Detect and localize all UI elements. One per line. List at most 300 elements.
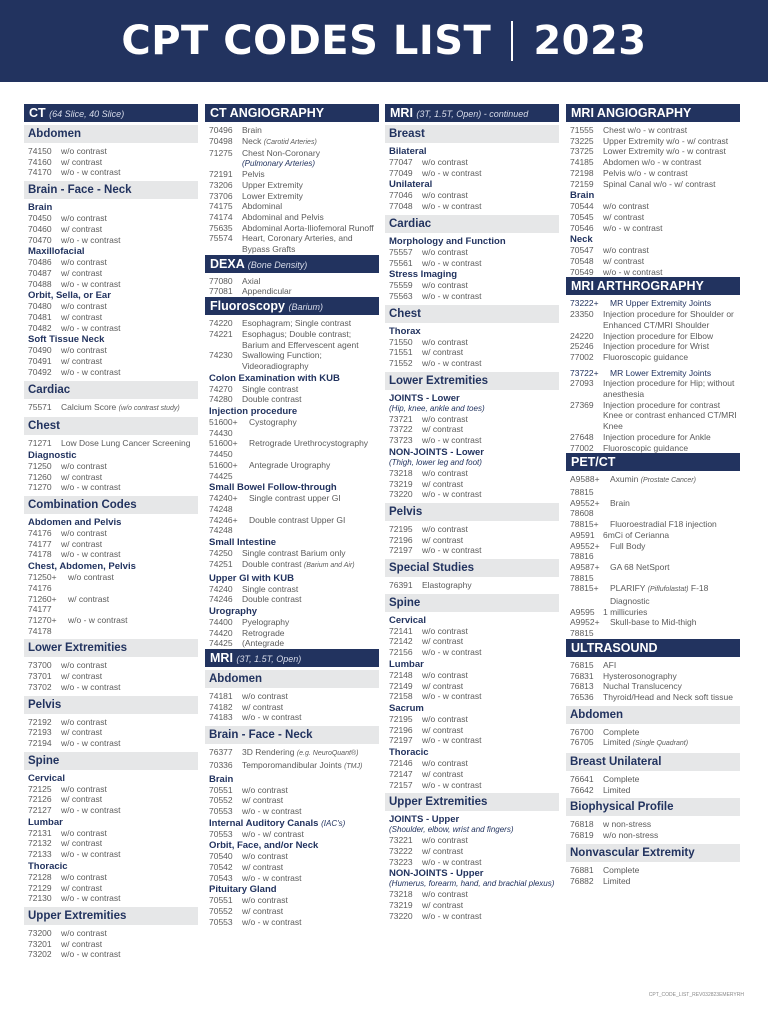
code-description-text: w/o - w contrast — [242, 805, 302, 816]
code-description-text: w/ contrast — [61, 938, 103, 949]
code-row — [205, 895, 379, 906]
cpt-code: 74220 — [209, 318, 233, 329]
cpt-code: 71260 — [28, 471, 52, 482]
code-row — [24, 939, 198, 950]
code-description-text: w/o contrast — [242, 895, 288, 906]
code-description — [242, 329, 379, 350]
code-description-text: w/o contrast — [61, 716, 107, 727]
code-row — [205, 504, 379, 515]
cpt-code: 77002 — [570, 351, 594, 362]
group-label-text: Maxillofacial — [28, 246, 85, 258]
code-description — [603, 212, 740, 223]
code-description-text: w/o - w contrast — [422, 201, 482, 212]
code-description-text: w/ contrast — [242, 701, 284, 712]
italic-note: (Hip, knee, ankle and toes) — [389, 403, 485, 413]
code-description — [422, 714, 559, 725]
code-row — [24, 224, 198, 235]
code-description — [603, 267, 740, 278]
code-description — [242, 795, 379, 806]
cpt-code: 78608 — [570, 508, 594, 519]
code-description — [603, 628, 740, 639]
code-description-text: Injection procedure for Shoulder or Enhanced CT/MRI Shoulder — [603, 309, 734, 330]
group-label — [205, 884, 379, 895]
cpt-code: 72133 — [28, 849, 52, 860]
cpt-code: 70549 — [570, 266, 594, 277]
code-description-text: Upper Extremity w/o - w/ contrast — [603, 135, 729, 146]
code-row — [385, 670, 559, 681]
code-description-text: Esophagus; Double contrast; Barium and Effervescent agent — [242, 328, 359, 350]
code-row — [566, 819, 740, 830]
code-description — [603, 681, 740, 692]
cpt-code: 70544 — [570, 201, 594, 212]
code-description-text: Esophagram; Single contrast — [242, 318, 352, 329]
code-row — [566, 168, 740, 179]
code-description-text: w/o contrast — [68, 572, 114, 583]
code-description-text: w/o - w contrast — [422, 257, 482, 268]
code-description — [422, 691, 559, 702]
cpt-code: 74400 — [209, 616, 233, 627]
cpt-code: 75561 — [389, 257, 413, 268]
code-description — [603, 256, 740, 267]
cpt-code: 73202 — [28, 949, 52, 960]
code-description — [242, 628, 379, 639]
section-header — [205, 255, 379, 273]
code-description — [61, 928, 198, 939]
code-description-text: Limited — [603, 737, 631, 748]
cpt-code: 74176 — [28, 582, 52, 593]
code-description — [242, 559, 379, 572]
cpt-code: 78815 — [570, 628, 594, 639]
code-description-text: w/ contrast — [61, 471, 103, 482]
code-row — [24, 345, 198, 356]
section-header-title: DEXA — [210, 256, 245, 271]
code-row — [205, 350, 379, 371]
section-header-title: Fluoroscopy — [210, 299, 286, 314]
code-row — [385, 626, 559, 637]
subsection-header: Abdomen — [205, 670, 379, 688]
code-row — [385, 780, 559, 791]
subsection-header: Pelvis — [385, 503, 559, 521]
group-label — [24, 246, 198, 257]
code-description-text: AFI — [603, 659, 617, 670]
group-label-text: Urography — [209, 605, 258, 617]
code-row — [24, 461, 198, 472]
subsection-header: Upper Extremities — [24, 907, 198, 925]
cpt-code: 72132 — [28, 838, 52, 849]
code-row — [24, 157, 198, 168]
cpt-code: 76815 — [570, 659, 594, 670]
cpt-code: 51600+ — [209, 459, 238, 470]
code-description — [242, 691, 379, 702]
cpt-code: 74250 — [209, 548, 233, 559]
code-description-text: Complete — [603, 726, 640, 737]
group-label — [385, 868, 559, 879]
cpt-code: 74183 — [209, 712, 233, 723]
code-description-text: Limited — [603, 784, 631, 795]
code-description-text: Double contrast — [242, 594, 302, 605]
code-row — [566, 628, 740, 639]
code-description-text: Lower Extremity w/o - w contrast — [603, 146, 726, 157]
cpt-code: 72149 — [389, 680, 413, 691]
group-label — [24, 561, 198, 572]
cpt-code: 73220 — [389, 910, 413, 921]
cpt-code: 74178 — [28, 625, 52, 636]
code-row — [205, 594, 379, 605]
code-description — [61, 717, 198, 728]
code-description — [603, 774, 740, 785]
code-row — [205, 806, 379, 817]
code-row — [205, 584, 379, 595]
code-description-text: w/ contrast — [61, 727, 103, 738]
subsection-header: Pelvis — [24, 696, 198, 714]
cpt-code: 71271 — [28, 438, 52, 449]
code-description — [61, 939, 198, 950]
code-description — [61, 224, 198, 235]
code-row — [566, 125, 740, 136]
code-row — [566, 830, 740, 841]
code-row — [205, 286, 379, 297]
code-row — [205, 548, 379, 559]
group-label — [24, 202, 198, 213]
code-description — [61, 257, 198, 268]
code-description-text: Appendicular — [242, 286, 292, 297]
code-description — [422, 358, 559, 369]
cpt-code: 75635 — [209, 222, 233, 233]
cpt-code: 76819 — [570, 830, 594, 841]
code-description — [242, 394, 379, 405]
code-description — [61, 268, 198, 279]
code-description — [422, 489, 559, 500]
code-row — [566, 774, 740, 785]
code-description — [603, 309, 740, 330]
group-label — [24, 517, 198, 528]
code-description-text: w/o - w contrast — [603, 266, 663, 277]
code-description-text: w/o contrast — [422, 467, 468, 478]
cpt-code: 73222+ — [570, 298, 599, 309]
cpt-code: A9595 — [570, 606, 595, 617]
cpt-code: 72193 — [28, 727, 52, 738]
code-description-text: Single contrast — [242, 383, 299, 394]
cpt-code: 72195 — [389, 523, 413, 534]
code-description-text: Pelvis — [242, 169, 265, 180]
cpt-code: 74240+ — [209, 493, 238, 504]
cpt-code: 72156 — [389, 647, 413, 658]
code-row — [24, 594, 198, 605]
group-label — [205, 537, 379, 548]
code-description — [68, 615, 198, 626]
cpt-code: 76641 — [570, 774, 594, 785]
code-description-text: Chest Non-Coronary — [242, 148, 320, 159]
code-description — [249, 493, 379, 504]
code-description-text: Double contrast — [242, 558, 302, 569]
cpt-code: 73221 — [389, 835, 413, 846]
code-description-text: w/ contrast — [422, 845, 464, 856]
cpt-code: 70553 — [209, 805, 233, 816]
code-row — [24, 235, 198, 246]
code-description-note: (Barium and Air) — [303, 561, 355, 569]
subsection-header: Brain - Face - Neck — [205, 726, 379, 744]
code-description-text: w/ contrast — [422, 478, 464, 489]
code-row — [385, 280, 559, 291]
code-row — [566, 865, 740, 876]
code-description — [242, 223, 379, 234]
cpt-code: 73200 — [28, 927, 52, 938]
cpt-code: 71551 — [389, 347, 413, 358]
cpt-code: 76377 — [209, 747, 233, 758]
section-header-note: (64 Slice, 40 Slice) — [49, 109, 125, 119]
code-row — [205, 201, 379, 212]
code-description-text: w/o - w/ contrast — [242, 828, 304, 839]
code-row — [566, 179, 740, 190]
cpt-code: 73223 — [389, 856, 413, 867]
code-description-text: w/o contrast — [242, 691, 288, 702]
code-description — [242, 638, 379, 649]
cpt-code: 73706 — [209, 190, 233, 201]
cpt-code: 74270 — [209, 383, 233, 394]
code-description-text: w/o contrast — [422, 336, 468, 347]
group-label-text: Unilateral — [389, 179, 433, 191]
code-description — [603, 245, 740, 256]
cpt-code: 76705 — [570, 737, 594, 748]
footer-code: CPT_CODE_LIST_REV032823EMERYRH — [648, 992, 744, 998]
code-description-text: w/ contrast — [61, 267, 103, 278]
code-description — [242, 191, 379, 202]
code-description-text: w/ contrast — [242, 795, 284, 806]
cpt-code: 77047 — [389, 157, 413, 167]
code-row — [566, 331, 740, 342]
cpt-code: 73222 — [389, 845, 413, 856]
code-description — [61, 367, 198, 378]
code-row — [205, 417, 379, 428]
code-description-text: PLARIFY — [610, 583, 646, 594]
group-label — [385, 393, 559, 404]
group-label-text: Lumbar — [28, 816, 63, 828]
code-description-text: Single contrast upper GI — [249, 493, 341, 504]
code-description — [242, 747, 379, 760]
code-row — [566, 562, 740, 573]
code-description-text: Fluoroestradial F18 injection — [610, 519, 717, 530]
code-description — [422, 769, 559, 780]
code-description-text: w/o - w contrast — [422, 358, 482, 369]
code-description-text: w/o contrast — [61, 213, 107, 224]
code-row — [385, 900, 559, 911]
code-description — [61, 345, 198, 356]
cpt-code: 70551 — [209, 784, 233, 795]
code-description-text: w/o - w contrast — [422, 489, 482, 500]
code-description — [422, 681, 559, 692]
code-row — [566, 737, 740, 750]
code-description — [422, 479, 559, 490]
cpt-code: 74251 — [209, 558, 233, 569]
subsection-header: Combination Codes — [24, 496, 198, 514]
code-description — [61, 235, 198, 246]
code-description — [61, 872, 198, 883]
code-row — [24, 604, 198, 615]
code-description — [603, 551, 740, 562]
code-row — [566, 487, 740, 498]
code-row — [566, 876, 740, 887]
code-description-text: Single contrast — [242, 583, 299, 594]
cpt-code: 51600+ — [209, 417, 238, 428]
code-description — [603, 352, 740, 363]
code-row — [385, 424, 559, 435]
code-row — [385, 414, 559, 425]
code-description — [610, 298, 740, 309]
code-description — [242, 702, 379, 713]
code-description-note: (TMJ) — [344, 762, 363, 770]
code-row — [205, 329, 379, 350]
code-row — [24, 626, 198, 637]
cpt-code: 73220 — [389, 489, 413, 500]
code-row — [385, 545, 559, 556]
cpt-code: 71260+ — [28, 593, 57, 604]
subsection-header: Abdomen — [24, 125, 198, 143]
code-description-text: w/o contrast — [422, 669, 468, 680]
code-description — [242, 286, 379, 297]
code-description-text: w/ contrast — [61, 156, 103, 167]
cpt-code: 72127 — [28, 805, 52, 816]
code-description — [242, 760, 379, 773]
code-description — [242, 384, 379, 395]
cpt-code: 77049 — [389, 167, 413, 178]
code-row — [24, 838, 198, 849]
cpt-code: 77080 — [209, 275, 233, 286]
code-row — [385, 337, 559, 348]
group-label-text: Brain — [570, 190, 595, 202]
cpt-code: 75557 — [389, 246, 413, 257]
cpt-code: 72195 — [389, 713, 413, 724]
code-description-text: w/o non-stress — [603, 830, 659, 841]
code-description-text: w/o - w contrast — [61, 234, 121, 245]
section-header-note: (Bone Density) — [247, 259, 308, 270]
code-description — [603, 573, 740, 584]
code-description — [61, 167, 198, 178]
code-description-text: Antegrade Urography — [249, 459, 331, 470]
section-header-title: MRI ARTHROGRAPHY — [571, 279, 704, 294]
code-description — [422, 725, 559, 736]
cpt-code: 76642 — [570, 784, 594, 795]
code-row — [24, 356, 198, 367]
cpt-code: 70546 — [570, 222, 594, 233]
group-label-text: Colon Examination with KUB — [209, 372, 340, 384]
code-row — [205, 169, 379, 180]
group-label-text: NON-JOINTS - Lower — [389, 446, 485, 458]
cpt-code: 70551 — [209, 895, 233, 906]
code-description-text: 6mCi of Cerianna — [603, 529, 670, 540]
code-description-text: w/o - w contrast — [61, 549, 121, 560]
code-description — [603, 136, 740, 147]
code-row — [385, 190, 559, 201]
cpt-code: 70552 — [209, 906, 233, 917]
code-row — [205, 760, 379, 773]
cpt-code: 72196 — [389, 724, 413, 735]
code-description-text: w/o contrast — [422, 835, 468, 846]
section-header-title: CT ANGIOGRAPHY — [210, 106, 325, 120]
column-1 — [24, 104, 198, 960]
cpt-code: 70336 — [209, 759, 233, 770]
code-row — [566, 146, 740, 157]
code-row — [205, 384, 379, 395]
code-description-text: Chest w/o - w contrast — [603, 125, 688, 135]
code-description-text: w/o - w contrast — [61, 893, 121, 904]
code-description-text: Injection procedure for Elbow — [603, 330, 714, 341]
code-description — [242, 136, 379, 149]
code-row — [24, 893, 198, 904]
code-description-text: Limited — [603, 875, 631, 886]
cpt-code: 71552 — [389, 358, 413, 369]
group-label — [566, 234, 740, 245]
cpt-code: 72157 — [389, 779, 413, 790]
code-description — [61, 660, 198, 671]
code-description — [603, 487, 740, 498]
code-row — [24, 539, 198, 550]
cpt-code: 76813 — [570, 681, 594, 692]
cpt-code: 72129 — [28, 882, 52, 893]
code-row — [205, 862, 379, 873]
code-description — [603, 876, 740, 887]
subsection-header: Breast — [385, 125, 559, 143]
code-description — [242, 594, 379, 605]
code-description — [603, 819, 740, 830]
code-row — [385, 489, 559, 500]
code-description-text: w/o - w contrast — [422, 735, 482, 746]
code-description — [242, 806, 379, 817]
cpt-code: 75559 — [389, 280, 413, 291]
code-description-text: Abdominal Aorta-Iliofemoral Runoff — [242, 222, 374, 233]
group-label — [385, 146, 559, 157]
group-label — [385, 659, 559, 670]
cpt-code: 74177 — [28, 538, 52, 549]
cpt-code: A9552+ — [570, 497, 600, 508]
code-row — [24, 438, 198, 449]
cpt-code: 72191 — [209, 169, 233, 180]
cpt-code: 70553 — [209, 828, 233, 839]
cpt-code: 74181 — [209, 691, 233, 702]
code-description-text: w/ contrast — [61, 882, 103, 893]
cpt-code: 73219 — [389, 900, 413, 911]
code-row — [566, 551, 740, 562]
code-description-note: (e.g. NeuroQuant®) — [296, 750, 359, 758]
cpt-code: 74170 — [28, 167, 52, 178]
cpt-code: 76700 — [570, 726, 594, 737]
code-row — [24, 828, 198, 839]
code-description — [603, 727, 740, 738]
cpt-code: 76391 — [389, 580, 413, 591]
cpt-code: 72159 — [570, 178, 594, 189]
code-description-text: Axial — [242, 275, 261, 286]
code-description — [603, 125, 740, 136]
code-description-text: Fluoroscopic guidance — [603, 442, 689, 453]
code-description-text: w/ contrast — [603, 211, 645, 222]
code-row — [566, 368, 740, 379]
code-description-text: w/o - w contrast — [61, 849, 121, 860]
section-header — [24, 104, 198, 122]
code-description — [242, 125, 379, 136]
code-description — [61, 323, 198, 334]
group-label — [566, 190, 740, 201]
code-description — [61, 838, 198, 849]
section-header — [205, 649, 379, 667]
code-row — [24, 805, 198, 816]
code-description-text: w/o - w contrast — [422, 167, 482, 178]
cpt-code: 74174 — [209, 211, 233, 222]
code-description — [422, 347, 559, 358]
section-header-title: CT — [29, 106, 46, 120]
code-row — [205, 851, 379, 862]
code-description — [422, 900, 559, 911]
cpt-code: 70486 — [28, 257, 52, 268]
code-description — [68, 572, 198, 583]
